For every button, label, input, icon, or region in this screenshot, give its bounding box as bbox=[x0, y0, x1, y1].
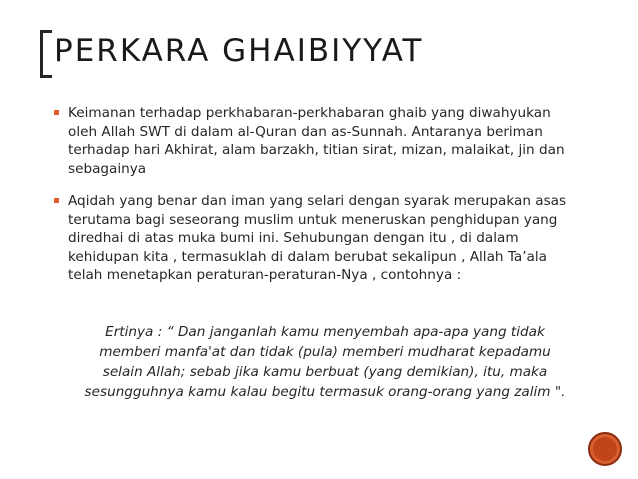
quranic-quote bbox=[60, 322, 590, 402]
bullet-item bbox=[54, 192, 584, 285]
bullet-list bbox=[54, 104, 584, 299]
bullet-text: Keimanan terhadap perkhabaran-perkhabaran ghaib yang diwahyukan oleh Allah SWT di dalam al-Quran dan as-Sunnah. Antaranya beriman terhadap hari Akhirat, alam barzakh, titian sirat, mizan, malaikat, jin dan sebagainya bbox=[68, 105, 565, 177]
square-bullet-icon bbox=[54, 110, 59, 115]
bullet-text: Aqidah yang benar dan iman yang selari dengan syarak merupakan asas terutama bagi seseorang muslim untuk meneruskan penghidupan yang diredhai di atas muka bumi ini. Sehubungan dengan itu , di dalam kehidupan kita , termasuklah di dalam berubat sekalipun , Allah Ta’ala telah menetapkan peraturan-peraturan-Nya , contohnya : bbox=[68, 193, 567, 283]
bullet-item bbox=[54, 104, 584, 178]
quote-line: selain Allah; sebab jika kamu berbuat (yang demikian), itu, maka bbox=[102, 364, 548, 380]
title-bracket-decoration bbox=[40, 30, 52, 78]
quote-line: Ertinya : “ Dan janganlah kamu menyembah apa-apa yang tidak bbox=[105, 324, 545, 340]
quote-line: memberi manfa'at dan tidak (pula) memberi mudharat kepadamu bbox=[99, 344, 551, 360]
square-bullet-icon bbox=[54, 198, 59, 203]
quote-line: sesungguhnya kamu kalau begitu termasuk orang-orang yang zalim ". bbox=[84, 384, 566, 400]
slide-title: PERKARA GHAIBIYYAT bbox=[54, 33, 424, 69]
slide-badge-icon bbox=[588, 432, 622, 466]
